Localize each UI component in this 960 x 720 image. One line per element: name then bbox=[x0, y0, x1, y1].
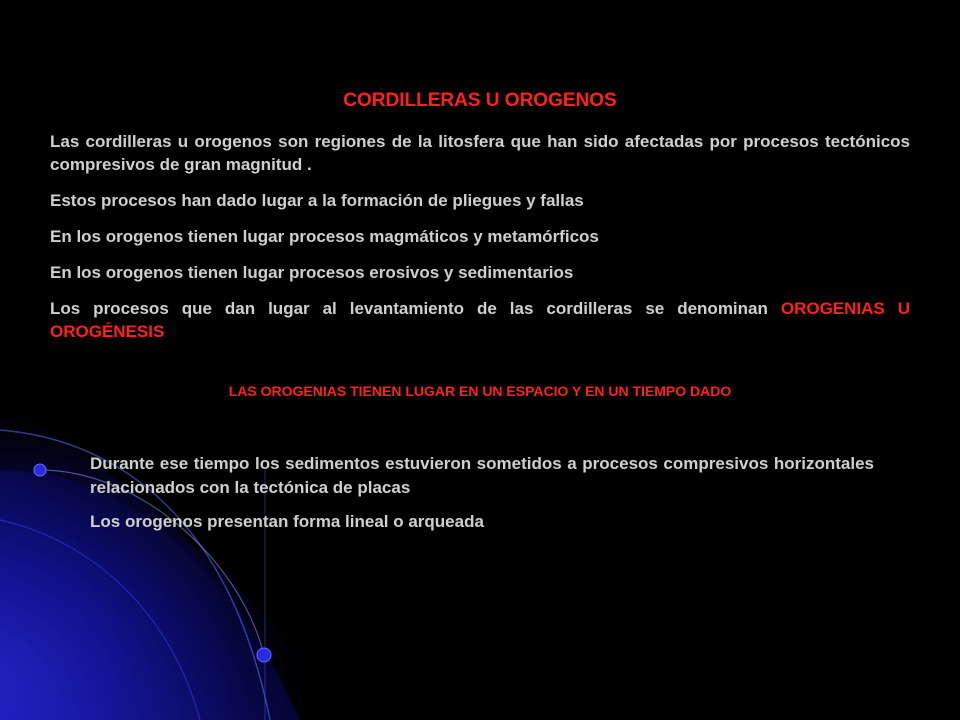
subtitle: LAS OROGENIAS TIENEN LUGAR EN UN ESPACIO Y EN UN TIEMPO DADO bbox=[228, 383, 732, 399]
bullet-dot-icon bbox=[34, 464, 46, 476]
body-text-2 bbox=[90, 452, 874, 544]
slide-title: CORDILLERAS U OROGENOS bbox=[343, 90, 617, 111]
paragraph: En los orogenos tienen lugar procesos erosivos y sedimentarios bbox=[50, 263, 574, 282]
paragraph: Los orogenos presentan forma lineal o arqueada bbox=[90, 512, 484, 531]
paragraph: Durante ese tiempo los sedimentos estuvieron sometidos a procesos compresivos horizontales relacionados con la tectónica de placas bbox=[90, 454, 874, 497]
paragraph: Las cordilleras u orogenos son regiones de la litosfera que han sido afectadas por procesos tectónicos compresivos de gran magnitud . bbox=[50, 132, 910, 174]
orogenies-paragraph bbox=[50, 297, 910, 343]
bullet-dot-icon bbox=[257, 648, 271, 662]
paragraph: En los orogenos tienen lugar procesos magmáticos y metamórficos bbox=[50, 227, 599, 246]
body-text bbox=[50, 130, 910, 356]
paragraph-text: Los procesos que dan lugar al levantamiento de las cordilleras se denominan bbox=[50, 299, 768, 318]
paragraph: Estos procesos han dado lugar a la formación de pliegues y fallas bbox=[50, 191, 584, 210]
highlighted-term: OROGENIAS U OROGÉNESIS bbox=[50, 299, 910, 341]
